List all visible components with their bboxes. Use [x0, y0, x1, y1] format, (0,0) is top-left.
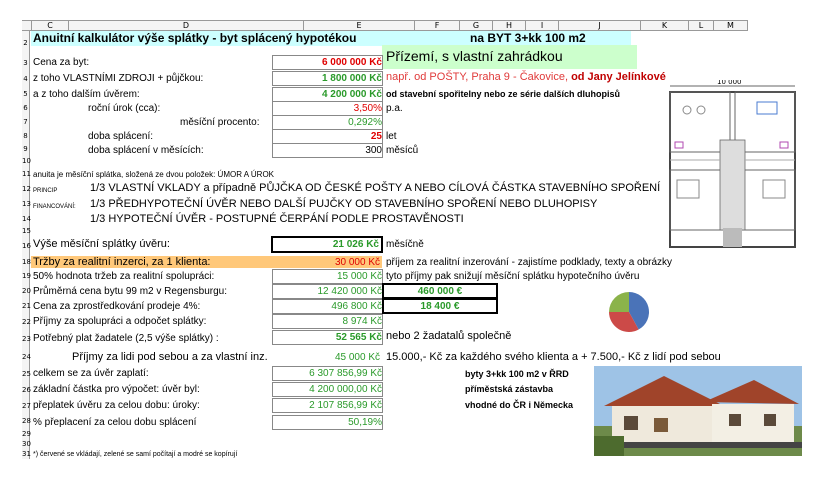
col-header-g[interactable]: G: [460, 20, 493, 31]
row-header[interactable]: 3: [22, 55, 30, 71]
row-header[interactable]: 6: [22, 101, 30, 115]
row-header[interactable]: 14: [22, 212, 30, 226]
doba-value[interactable]: 25: [272, 129, 383, 144]
zaklad-label: základní částka pro výpočet: úvěr byl:: [33, 384, 200, 395]
vlastni-label: z toho VLASTNÍMI ZDROJI + půjčkou:: [33, 73, 204, 84]
procento-label: % přeplacení za celou dobu splácení: [33, 417, 197, 428]
row-header[interactable]: 15: [22, 227, 31, 235]
row-header[interactable]: 11: [22, 167, 30, 181]
row-header[interactable]: 31: [22, 450, 31, 458]
celkem-label: celkem se za úvěr zaplatí:: [33, 368, 149, 379]
vlastni-value[interactable]: 1 800 000 Kč: [272, 71, 383, 86]
row-header[interactable]: 9: [22, 143, 30, 156]
row-header[interactable]: 27: [22, 398, 30, 414]
uver-label: a z toho dalším úvěrem:: [33, 89, 140, 100]
princip-tag: PRINCIP: [33, 188, 58, 194]
urok-unit: p.a.: [386, 103, 403, 114]
subheadline-a: např. od POŠTY, Praha 9 - Čakovice,: [386, 71, 572, 83]
hodnota-value[interactable]: 15 000 Kč: [272, 269, 383, 284]
plan-dimension: 10 000: [717, 80, 742, 86]
splatka-value[interactable]: 21 026 Kč: [271, 236, 383, 253]
col-header-h[interactable]: H: [493, 20, 526, 31]
row-header[interactable]: 13: [22, 197, 30, 212]
row-header[interactable]: 30: [22, 440, 31, 448]
row-header[interactable]: 24: [22, 349, 30, 366]
plat-note: nebo 2 žadatalů společně: [386, 330, 512, 342]
financovani-tag: FINANCOVÁNÍ:: [33, 204, 76, 210]
preplatek-value[interactable]: 2 107 856,99 Kč: [272, 398, 383, 413]
page-title: Anuitní kalkulátor výše splátky - byt splácený hypotékou: [33, 31, 357, 45]
row-header[interactable]: 4: [22, 71, 30, 87]
row-header[interactable]: 19: [22, 269, 30, 284]
row-header[interactable]: 8: [22, 129, 30, 143]
mes-proc-label: měsíční procento:: [180, 117, 260, 128]
zprostr-value[interactable]: 496 800 Kč: [272, 299, 383, 314]
subheadline: [386, 71, 666, 84]
plat-label: Potřebný plat žadatele (2,5 výše splátky) :: [33, 333, 219, 344]
row-header[interactable]: 5: [22, 87, 30, 101]
zprostr-label: Cena za zprostředkování prodeje 4%:: [33, 301, 201, 312]
prijmy-value[interactable]: 8 974 Kč: [272, 314, 383, 329]
trzby-label: Tržby za realitní inzerci, za 1 klienta:: [33, 256, 211, 268]
doba-mes-unit: měsíců: [386, 145, 419, 156]
row-header[interactable]: 22: [22, 314, 30, 330]
prumer-value[interactable]: 12 420 000 Kč: [272, 284, 383, 299]
col-header-d[interactable]: D: [69, 20, 304, 31]
trzby-value[interactable]: 30 000 Kč: [334, 257, 380, 268]
house-photo: [594, 366, 802, 456]
row-header[interactable]: 2: [22, 31, 30, 55]
preplatek-label: přeplatek úvěru za celou dobu: úroky:: [33, 400, 200, 411]
row-header[interactable]: 21: [22, 299, 30, 314]
prumer-label: Průměrná cena bytu 99 m2 v Regensburgu:: [33, 286, 227, 297]
financovani-text: 1/3 PŘEDHYPOTEČNÍ ÚVĚR NEBO DALŠÍ PUJČKY OD STAVEBNÍHO SPOŘENÍ NEBO DLUHOPISY: [90, 198, 598, 210]
doba-unit: let: [386, 131, 397, 142]
row-header[interactable]: 10: [22, 157, 31, 165]
row-header[interactable]: 20: [22, 284, 30, 299]
plat-value[interactable]: 52 565 Kč: [272, 330, 383, 345]
princip-text: 1/3 VLASTNÍ VKLADY a případně PŮJČKA OD ČESKÉ POŠTY A NEBO CÍLOVÁ ČÁSTKA STAVEBNÍHO SPOŘENÍ: [90, 182, 661, 194]
lidi-value[interactable]: 45 000 Kč: [334, 352, 380, 363]
row-header[interactable]: 26: [22, 382, 30, 398]
celkem-value[interactable]: 6 307 856,99 Kč: [272, 366, 383, 381]
procento-value[interactable]: 50,19%: [272, 415, 383, 430]
prumer-box[interactable]: 460 000 €: [382, 283, 498, 299]
col-header-c[interactable]: C: [32, 20, 69, 31]
doba-label: doba splácení:: [88, 131, 154, 142]
cena-value[interactable]: 6 000 000 Kč: [272, 55, 383, 70]
col-header-j[interactable]: J: [559, 20, 641, 31]
col-header-f[interactable]: F: [415, 20, 460, 31]
zprostr-box[interactable]: 18 400 €: [382, 298, 498, 314]
trzby-note: příjem za realitní inzerování - zajistíme podklady, texty a obrázky: [386, 257, 673, 268]
row-header[interactable]: 12: [22, 181, 30, 197]
cena-label: Cena za byt:: [33, 57, 90, 68]
row-header[interactable]: 18: [22, 255, 30, 269]
lidi-note: 15.000,- Kč za každého svého klienta a + 7.500,- Kč z lidí pod sebou: [386, 351, 721, 363]
house-note-1: byty 3+kk 100 m2 v ŘRD: [465, 369, 569, 379]
splatka-unit: měsíčně: [386, 239, 424, 250]
row-header[interactable]: 28: [22, 414, 30, 429]
row-header[interactable]: 16: [22, 237, 30, 255]
headline: Přízemí, s vlastní zahrádkou: [386, 48, 563, 64]
floor-plan-image: [665, 80, 800, 250]
pie-slice-green: [609, 292, 629, 312]
prijmy-label: Příjmy za spolupráci a odpočet splátky:: [33, 316, 207, 327]
urok-value[interactable]: 3,50%: [272, 101, 383, 116]
col-header-l[interactable]: L: [689, 20, 714, 31]
doba-mes-label: doba splácení v měsících:: [88, 145, 204, 156]
house-note-3: vhodné do ČR i Německa: [465, 400, 574, 410]
hodnota-label: 50% hodnota tržeb za realitní spolupráci:: [33, 271, 215, 282]
col-header-m[interactable]: M: [714, 20, 748, 31]
col-header-e[interactable]: E: [304, 20, 415, 31]
uver-value[interactable]: 4 200 000 Kč: [272, 87, 383, 102]
mes-proc-value[interactable]: 0,292%: [272, 115, 383, 130]
footnote: *) červené se vkládají, zelené se samí počítají a modré se kopírují: [33, 451, 238, 458]
col-header-k[interactable]: K: [641, 20, 689, 31]
house-note-2: příměstská zástavba: [465, 384, 554, 394]
lidi-label: Příjmy za lidi pod sebou a za vlastní inz.: [72, 351, 268, 363]
hypo-text: 1/3 HYPOTEČNÍ ÚVĚR - POSTUPNÉ ČERPÁNÍ PODLE PROSTAVĚNOSTI: [90, 213, 464, 225]
splatka-label: Výše měsíční splátky úvěru:: [33, 238, 170, 250]
corner-cell[interactable]: [22, 20, 32, 31]
row-header[interactable]: 23: [22, 330, 30, 349]
col-header-i[interactable]: I: [526, 20, 559, 31]
row-header[interactable]: 29: [22, 430, 31, 438]
urok-label: roční úrok (cca):: [88, 103, 161, 114]
doba-mes-value[interactable]: 300: [272, 143, 383, 158]
anuita-note: anuita je měsíční splátka, složená ze dvou položek: ÚMOR A ÚROK: [33, 170, 275, 179]
row-header[interactable]: 25: [22, 366, 30, 382]
hodnota-note: tyto příjmy pak snižují měsíční splátku hypotečního úvěru: [386, 271, 640, 282]
subheadline-b: od Jany Jelínkové: [571, 71, 666, 83]
zaklad-value[interactable]: 4 200 000,00 Kč: [272, 382, 383, 397]
title-right: na BYT 3+kk 100 m2: [470, 31, 586, 45]
column-headers: [22, 20, 748, 31]
pie-chart: [607, 290, 651, 334]
row-header[interactable]: 7: [22, 115, 30, 129]
sub-note: od stavební spořitelny nebo ze série dalších dluhopisů: [386, 89, 621, 99]
